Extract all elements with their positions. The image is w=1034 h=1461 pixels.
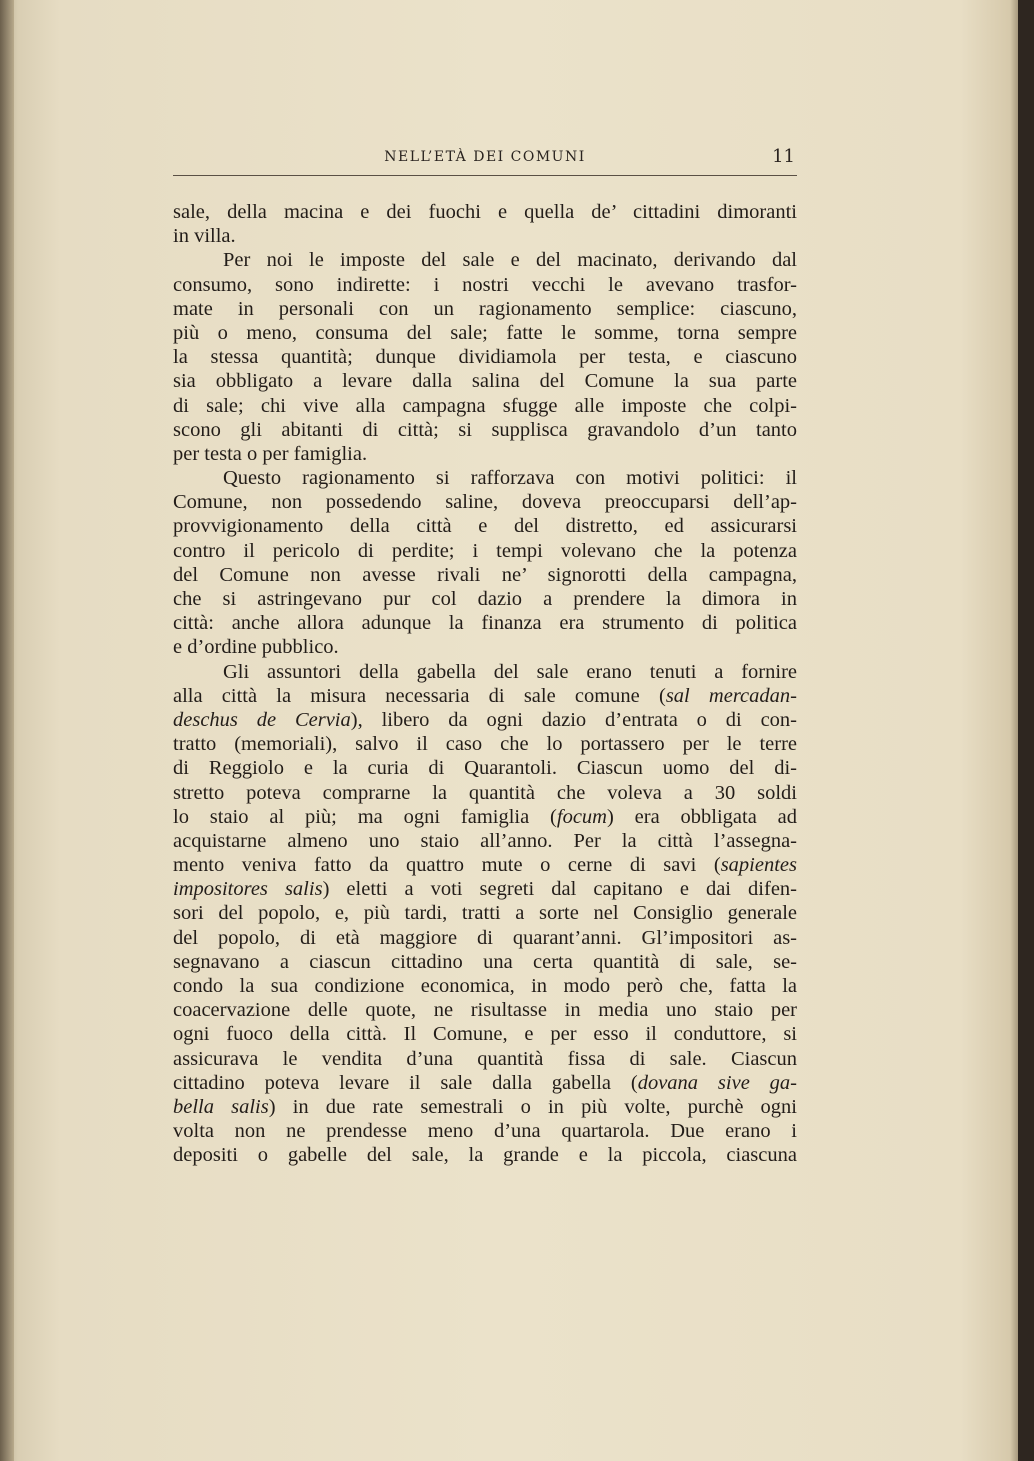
italic-text: impositores salis: [173, 878, 323, 901]
text-line: [173, 1047, 797, 1071]
text-line: [173, 200, 797, 224]
text-line: [173, 998, 797, 1022]
running-header: [173, 146, 797, 172]
text-line: [173, 660, 797, 684]
text-line: [173, 394, 797, 418]
text-segment: mate in personali con un ragionamento semplice: ciascuno,: [173, 297, 797, 320]
text-line: [173, 805, 797, 829]
text-line: [173, 273, 797, 297]
text-segment: per testa o per famiglia.: [173, 442, 368, 465]
text-line: [173, 829, 797, 853]
text-line: [173, 539, 797, 563]
text-segment: Comune, non possedendo saline, doveva preoccuparsi dell’ap-: [173, 491, 797, 514]
text-line: [173, 466, 797, 490]
text-segment: depositi o gabelle del sale, la grande e la piccola, ciascuna: [173, 1144, 797, 1167]
text-line: [173, 926, 797, 950]
text-segment: tratto (memoriali), salvo il caso che lo portassero per le terre: [173, 733, 797, 756]
body-text: [173, 200, 797, 1168]
text-segment: del popolo, di età maggiore di quarant’anni. Gl’impositori as-: [173, 926, 797, 949]
text-segment: scono gli abitanti di città; si supplisca gravandolo d’un tanto: [173, 418, 797, 441]
text-line: [173, 418, 797, 442]
text-line: [173, 756, 797, 780]
text-segment: lo staio al più; ma ogni famiglia (: [173, 805, 557, 828]
text-line: [173, 635, 797, 659]
text-segment: sale, della macina e dei fuochi e quella de’ cittadini dimoranti: [173, 201, 797, 223]
text-segment: la stessa quantità; dunque dividiamola per testa, e ciascuno: [173, 346, 797, 369]
text-segment: acquistarne almeno uno staio all’anno. Per la città l’assegna-: [173, 829, 797, 852]
text-segment: ogni fuoco della città. Il Comune, e per esso il conduttore, si: [173, 1023, 797, 1046]
text-line: [173, 248, 797, 272]
text-line: [173, 611, 797, 635]
text-line: [173, 514, 797, 538]
text-line: [173, 297, 797, 321]
binding-gutter: [0, 0, 14, 1461]
text-segment: di Reggiolo e la curia di Quarantoli. Ciascun uomo del di-: [173, 757, 797, 780]
text-segment: che si astringevano pur col dazio a prendere la dimora in: [173, 588, 797, 610]
text-line: [173, 1143, 797, 1167]
text-line: [173, 224, 797, 248]
text-line: [173, 781, 797, 805]
text-segment: coacervazione delle quote, ne risultasse in media uno staio per: [173, 999, 797, 1022]
text-line: [173, 345, 797, 369]
text-segment: e d’ordine pubblico.: [173, 636, 339, 659]
text-segment: Questo ragionamento si rafforzava con motivi politici: il: [223, 467, 797, 490]
text-line: [173, 490, 797, 514]
text-line: [173, 369, 797, 393]
text-line: [173, 708, 797, 732]
header-rule: [173, 175, 797, 176]
text-line: [173, 1022, 797, 1046]
text-line: [173, 1095, 797, 1119]
text-line: [173, 1119, 797, 1143]
text-segment: assicurava le vendita d’una quantità fissa di sale. Ciascun: [173, 1047, 797, 1070]
text-line: [173, 901, 797, 925]
text-segment: alla città la misura necessaria di sale comune (: [173, 684, 666, 707]
text-segment: consumo, sono indirette: i nostri vecchi le avevano trasfor-: [173, 273, 797, 296]
text-line: [173, 974, 797, 998]
running-title: NELL’ETÀ DEI COMUNI: [384, 149, 586, 165]
italic-text: focum: [556, 805, 607, 828]
text-segment: di sale; chi vive alla campagna sfugge alle imposte che colpi-: [173, 394, 797, 417]
text-line: [173, 950, 797, 974]
text-line: [173, 587, 797, 611]
text-segment: ) eletti a voti segreti dal capitano e dai difen-: [322, 878, 797, 901]
text-line: [173, 732, 797, 756]
text-line: [173, 877, 797, 901]
text-segment: cittadino poteva levare il sale dalla gabella (: [173, 1071, 638, 1094]
text-line: [173, 563, 797, 587]
text-line: [173, 321, 797, 345]
italic-text: dovana sive ga-: [637, 1071, 798, 1094]
italic-text: deschus de Cervia: [173, 708, 351, 731]
text-segment: segnavano a ciascun cittadino una certa quantità di sale, se-: [173, 950, 797, 973]
italic-text: sapientes: [720, 854, 797, 877]
text-segment: più o meno, consuma del sale; fatte le somme, torna sempre: [173, 321, 797, 344]
text-segment: città: anche allora adunque la finanza era strumento di politica: [173, 612, 797, 635]
text-line: [173, 684, 797, 708]
text-line: [173, 1071, 797, 1095]
page-edge: [1018, 0, 1034, 1461]
text-segment: in villa.: [173, 225, 236, 248]
text-segment: contro il pericolo di perdite; i tempi volevano che la potenza: [173, 539, 797, 562]
text-segment: ) era obbligata ad: [606, 805, 797, 828]
text-segment: volta non ne prendesse meno d’una quartarola. Due erano i: [173, 1120, 797, 1143]
text-line: [173, 853, 797, 877]
text-segment: del Comune non avesse rivali ne’ signorotti della campagna,: [173, 563, 797, 586]
text-line: [173, 442, 797, 466]
text-segment: sori del popolo, e, più tardi, tratti a sorte nel Consiglio generale: [173, 902, 797, 925]
text-segment: ) in due rate semestrali o in più volte, purchè ogni: [268, 1095, 797, 1118]
text-segment: mento veniva fatto da quattro mute o cerne di savi (: [173, 854, 721, 877]
text-segment: condo la sua condizione economica, in modo però che, fatta la: [173, 975, 797, 997]
text-segment: ), libero da ogni dazio d’entrata o di con-: [350, 708, 798, 731]
text-segment: provvigionamento della città e del distretto, ed assicurarsi: [173, 515, 797, 538]
text-segment: Per noi le imposte del sale e del macinato, derivando dal: [223, 249, 797, 272]
italic-text: sal mercadan-: [665, 684, 797, 707]
text-segment: sia obbligato a levare dalla salina del Comune la sua parte: [173, 370, 797, 393]
text-segment: Gli assuntori della gabella del sale erano tenuti a fornire: [223, 660, 797, 683]
italic-text: bella salis: [173, 1095, 269, 1118]
text-segment: stretto poteva comprarne la quantità che voleva a 30 soldi: [173, 781, 797, 804]
page-number: 11: [772, 146, 795, 167]
